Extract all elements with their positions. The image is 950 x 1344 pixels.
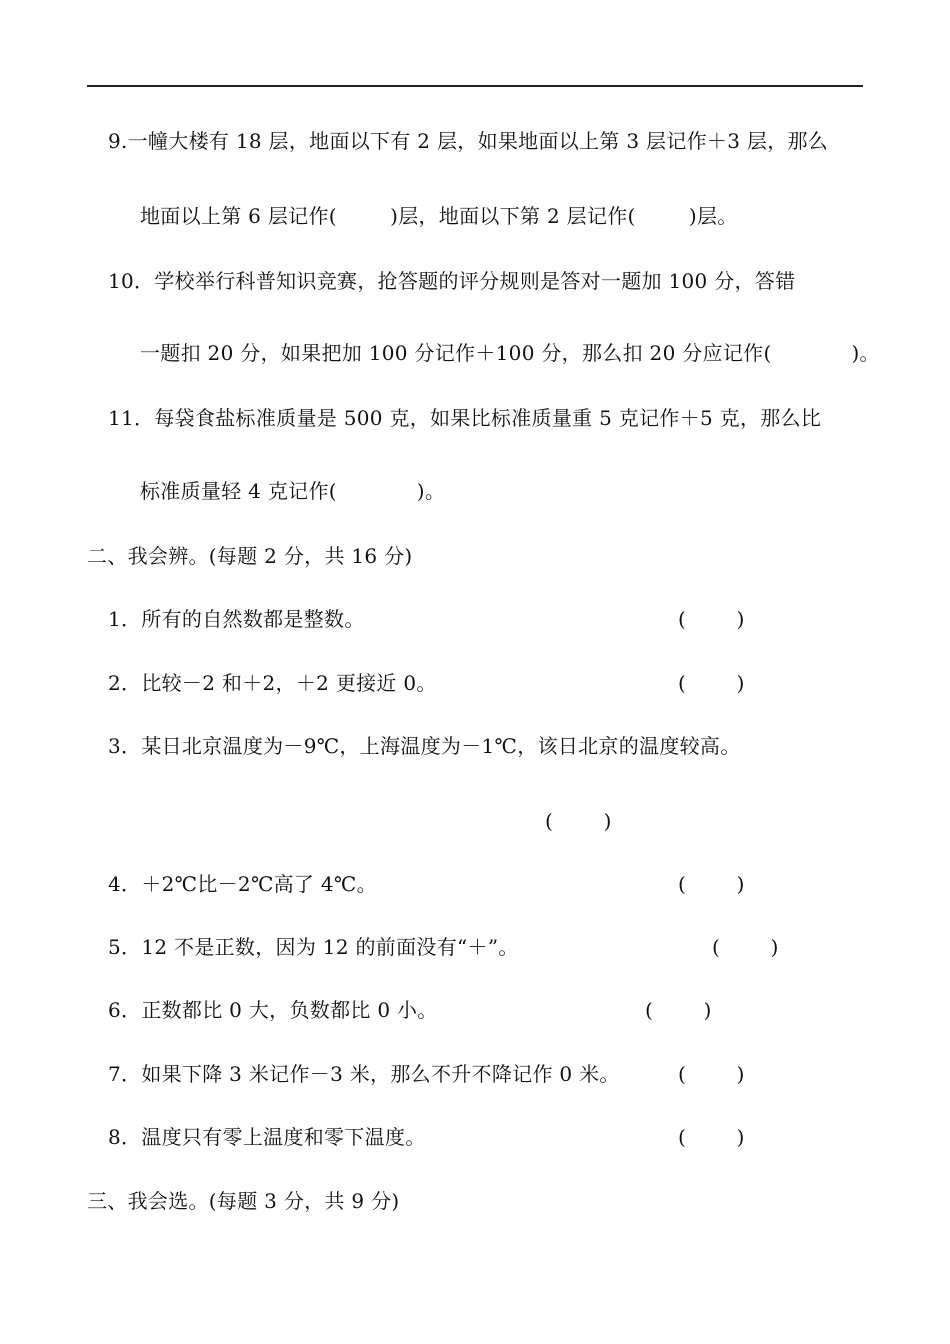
judge-item-6: 6．正数都比 0 大，负数都比 0 小。 [108,998,438,1022]
answer-blank-2[interactable]: ( ) [678,671,745,695]
judge-item-7: 7．如果下降 3 米记作－3 米，那么不升不降记作 0 米。 [108,1062,620,1086]
top-rule [87,85,863,87]
answer-blank-1[interactable]: ( ) [678,607,745,631]
question-10-line2: 一题扣 20 分，如果把加 100 分记作＋100 分，那么扣 20 分应记作( )。 [140,341,880,365]
answer-blank-4[interactable]: ( ) [678,872,745,896]
judge-item-2: 2．比较－2 和＋2，＋2 更接近 0。 [108,671,437,695]
judge-item-4: 4．＋2℃比－2℃高了 4℃。 [108,872,377,896]
section2-title: 二、我会辨。(每题 2 分，共 16 分) [87,544,413,568]
question-11-line1: 11．每袋食盐标准质量是 500 克，如果比标准质量重 5 克记作＋5 克，那么比 [108,406,822,430]
judge-item-1: 1．所有的自然数都是整数。 [108,607,365,631]
question-10-line1: 10．学校举行科普知识竞赛，抢答题的评分规则是答对一题加 100 分，答错 [108,269,796,293]
judge-item-3: 3．某日北京温度为－9℃，上海温度为－1℃，该日北京的温度较高。 [108,734,741,758]
judge-item-8: 8．温度只有零上温度和零下温度。 [108,1125,426,1149]
answer-blank-7[interactable]: ( ) [678,1062,745,1086]
answer-blank-3[interactable]: ( ) [545,809,612,833]
section3-title: 三、我会选。(每题 3 分，共 9 分) [87,1189,400,1213]
answer-blank-8[interactable]: ( ) [678,1125,745,1149]
question-9-line2: 地面以上第 6 层记作( )层，地面以下第 2 层记作( )层。 [140,204,738,228]
answer-blank-6[interactable]: ( ) [645,998,712,1022]
answer-blank-5[interactable]: ( ) [712,935,779,959]
question-9-line1: 9.一幢大楼有 18 层，地面以下有 2 层，如果地面以上第 3 层记作＋3 层，那么 [108,129,829,153]
judge-item-5: 5．12 不是正数，因为 12 的前面没有“＋”。 [108,935,519,959]
question-11-line2: 标准质量轻 4 克记作( )。 [140,479,446,503]
